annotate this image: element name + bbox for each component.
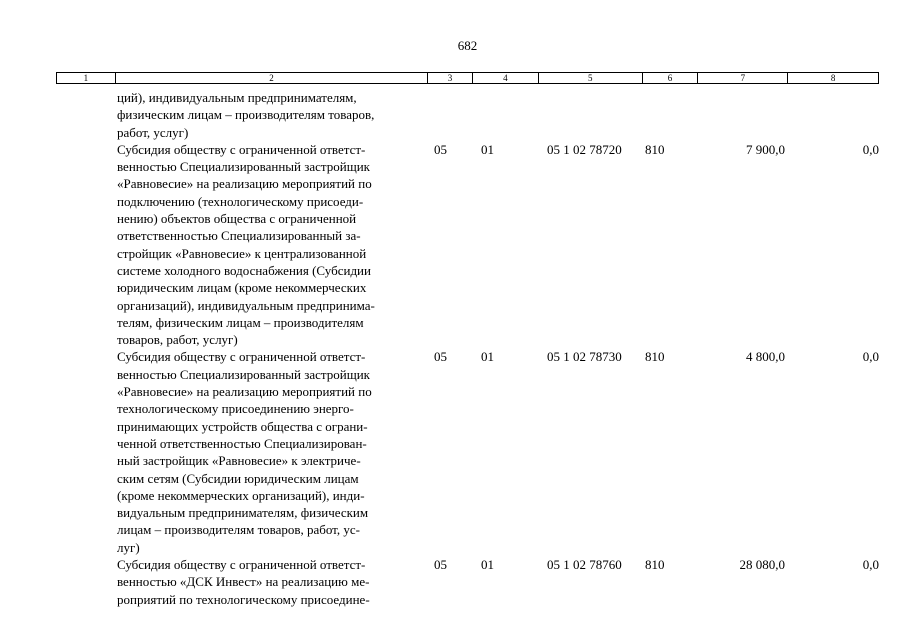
- description-line: ответственностью Специализированный за-: [117, 228, 361, 244]
- description-line: «Равновесие» на реализацию мероприятий по: [117, 384, 372, 400]
- description-line: системе холодного водоснабжения (Субсидии: [117, 262, 371, 278]
- description-line: венностью «ДСК Инвест» на реализацию ме-: [117, 574, 370, 590]
- expense-type-code: 810: [645, 557, 665, 573]
- page-number: 682: [457, 38, 478, 53]
- description-line: работ, услуг): [117, 124, 189, 140]
- table-row: [56, 141, 879, 349]
- description-line: ским сетям (Субсидии юридическим лицам: [117, 470, 359, 486]
- description-line: Субсидия обществу с ограниченной ответст-: [117, 141, 366, 157]
- column-number-7: 7: [698, 73, 788, 83]
- description-line: Субсидия обществу с ограниченной ответст-: [117, 349, 366, 365]
- section-code: 05: [434, 141, 447, 157]
- amount-value: 4 800,0: [746, 349, 785, 365]
- amount-value: 28 080,0: [739, 557, 785, 573]
- description-line: стройщик «Равновесие» к централизованной: [117, 245, 367, 261]
- description-line: ций), индивидуальным предпринимателям,: [117, 90, 357, 105]
- description-line: принимающих устройств общества с ограни-: [117, 418, 368, 434]
- description-line: венностью Специализированный застройщик: [117, 159, 370, 175]
- table-body: [56, 89, 879, 608]
- target-article-code: 05 1 02 78720: [547, 141, 622, 157]
- column-number-8: 8: [830, 73, 836, 83]
- section-code: 05: [434, 557, 447, 573]
- column-number-6: 6: [643, 73, 699, 83]
- column-number-5: 5: [539, 73, 643, 83]
- description-line: ный застройщик «Равновесие» к электриче-: [117, 453, 361, 469]
- description-line: (кроме некоммерческих организаций), инди-: [117, 487, 365, 503]
- description-line: венностью Специализированный застройщик: [117, 366, 370, 382]
- description-line: юридическим лицам (кроме некоммерческих: [117, 280, 367, 296]
- column-number-2: 2: [116, 73, 428, 83]
- amount-value-2: 0,0: [862, 349, 879, 365]
- row-description: [117, 89, 430, 141]
- description-line: Субсидия обществу с ограниченной ответст-: [117, 557, 366, 573]
- expense-type-code: 810: [645, 349, 665, 365]
- table-row: [56, 89, 879, 141]
- description-line: товаров, работ, услуг): [117, 332, 238, 348]
- subsection-code: 01: [481, 349, 494, 365]
- table-row: [56, 348, 879, 556]
- description-line: роприятий по технологическому присоедине-: [117, 591, 370, 607]
- column-number-4: 4: [473, 73, 539, 83]
- amount-value-2: 0,0: [862, 141, 879, 157]
- description-line: технологическому присоединению энерго-: [117, 401, 354, 417]
- description-line: лицам – производителям товаров, работ, ус-: [117, 522, 360, 538]
- table-column-header: [56, 72, 879, 84]
- expense-type-code: 810: [645, 141, 665, 157]
- description-line: ченной ответственностью Специализирован-: [117, 435, 367, 451]
- subsection-code: 01: [481, 141, 494, 157]
- column-number-3: 3: [428, 73, 473, 83]
- row-description: [117, 556, 430, 608]
- table-row: [56, 556, 879, 608]
- description-line: луг): [117, 539, 140, 555]
- description-line: физическим лицам – производителям товаров,: [117, 107, 375, 123]
- description-line: телям, физическим лицам – производителям: [117, 314, 364, 330]
- subsection-code: 01: [481, 557, 494, 573]
- description-line: нению) объектов общества с ограниченной: [117, 211, 357, 227]
- row-description: [117, 141, 430, 349]
- amount-value-2: 0,0: [862, 557, 879, 573]
- column-number-1: 1: [57, 73, 116, 83]
- section-code: 05: [434, 349, 447, 365]
- target-article-code: 05 1 02 78730: [547, 349, 622, 365]
- description-line: «Равновесие» на реализацию мероприятий по: [117, 176, 372, 192]
- amount-value: 7 900,0: [746, 141, 785, 157]
- description-line: подключению (технологическому присоеди-: [117, 193, 364, 209]
- description-line: видуальным предпринимателям, физическим: [117, 505, 369, 521]
- row-description: [117, 348, 430, 556]
- description-line: организаций), индивидуальным предпринима-: [117, 297, 375, 313]
- target-article-code: 05 1 02 78760: [547, 557, 622, 573]
